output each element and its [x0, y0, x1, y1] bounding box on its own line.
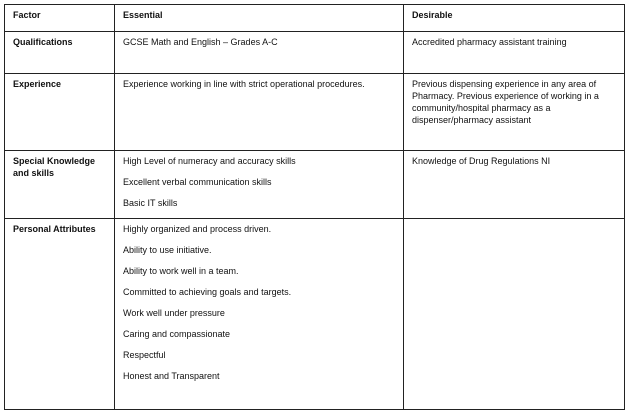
- essential-special-knowledge: [115, 151, 404, 219]
- header-desirable: Desirable: [404, 5, 625, 32]
- factor-experience: Experience: [5, 74, 115, 151]
- desirable-experience: Previous dispensing experience in any area of Pharmacy. Previous experience of working in a community/hospital pharmacy as a dispenser/pharmacy assistant: [404, 74, 625, 151]
- essential-qualifications-text: GCSE Math and English – Grades A-C: [123, 37, 278, 47]
- factor-personal-attributes: Personal Attributes: [5, 219, 115, 410]
- header-factor: Factor: [5, 5, 115, 32]
- essential-qualifications: [115, 32, 404, 74]
- factor-special-knowledge: Special Knowledge and skills: [5, 151, 115, 219]
- essential-attribute-item: Committed to achieving goals and targets.: [123, 287, 292, 297]
- person-specification-table: [4, 4, 625, 410]
- essential-attribute-item: Caring and compassionate: [123, 329, 231, 339]
- desirable-qualifications: Accredited pharmacy assistant training: [404, 32, 625, 74]
- essential-attribute-item: Ability to use initiative.: [123, 245, 212, 255]
- row-experience: [5, 74, 625, 151]
- desirable-personal-attributes: [404, 219, 625, 410]
- essential-attribute-item: Respectful: [123, 350, 166, 360]
- essential-attribute-item: Ability to work well in a team.: [123, 266, 239, 276]
- essential-experience: Experience working in line with strict operational procedures.: [115, 74, 404, 151]
- essential-attribute-item: Highly organized and process driven.: [123, 224, 272, 234]
- essential-skill-item: Basic IT skills: [123, 198, 178, 208]
- row-personal-attributes: [5, 219, 625, 410]
- essential-skill-item: High Level of numeracy and accuracy skills: [123, 156, 296, 166]
- essential-attribute-item: Honest and Transparent: [123, 371, 220, 381]
- essential-attribute-item: Work well under pressure: [123, 308, 225, 318]
- header-essential: Essential: [115, 5, 404, 32]
- essential-skill-item: Excellent verbal communication skills: [123, 177, 272, 187]
- header-row: [5, 5, 625, 32]
- desirable-special-knowledge: Knowledge of Drug Regulations NI: [404, 151, 625, 219]
- factor-qualifications: Qualifications: [5, 32, 115, 74]
- row-qualifications: [5, 32, 625, 74]
- row-special-knowledge: [5, 151, 625, 219]
- essential-personal-attributes: [115, 219, 404, 410]
